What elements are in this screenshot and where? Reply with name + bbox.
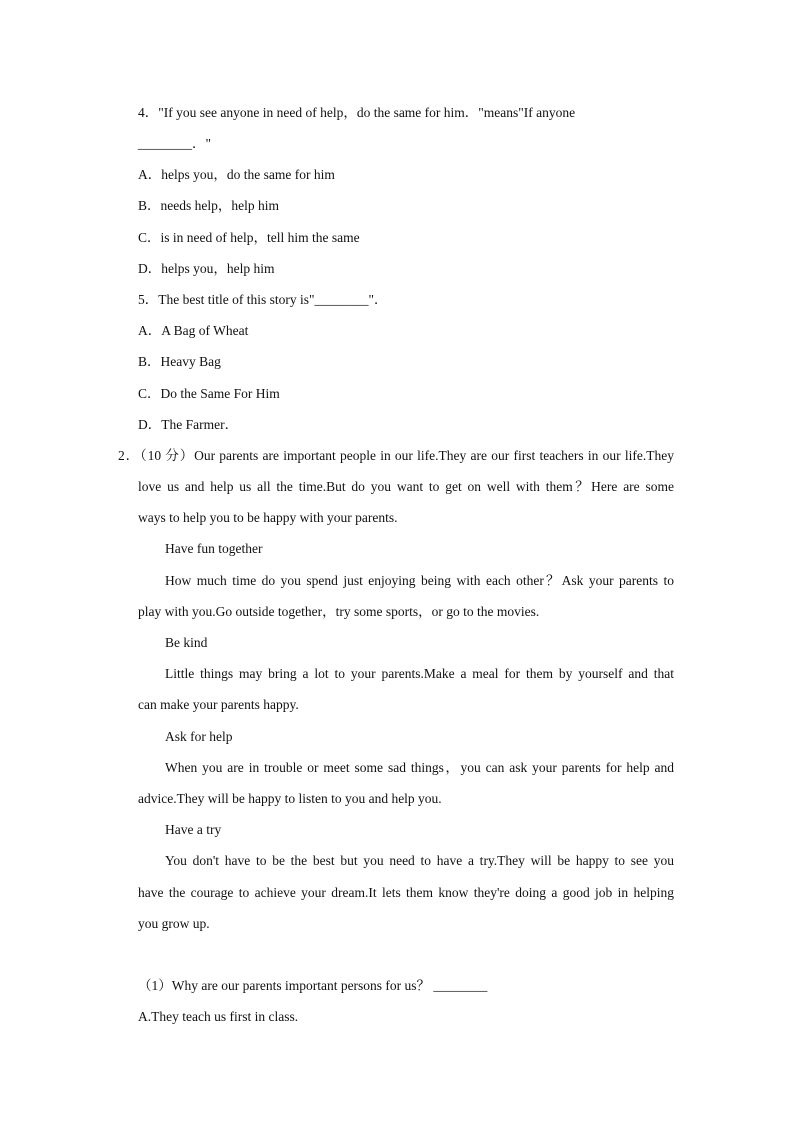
question-4-stem-line2: ________．" xyxy=(138,136,212,151)
question-4-option-a: A．helps you，do the same for him xyxy=(138,167,335,182)
question-5-option-a: A．A Bag of Wheat xyxy=(138,323,249,338)
tip-1-heading: Have fun together xyxy=(165,541,263,556)
question-5-option-c: C．Do the Same For Him xyxy=(138,386,280,401)
tip-4-line1: You don't have to be the best but you need to have a try.They will be happy to see you xyxy=(165,853,674,868)
question-4-stem-line1: 4．"If you see anyone in need of help，do the same for him．"means"If anyone xyxy=(138,105,576,120)
sub-question-1-option-a: A.They teach us first in class. xyxy=(138,1009,299,1024)
question-5-option-d: D．The Farmer． xyxy=(138,417,239,432)
tip-4-line2: have the courage to achieve your dream.It lets them know they're doing a good job in helping xyxy=(138,885,674,900)
tip-4-line3: you grow up. xyxy=(138,916,210,931)
question-4-option-d: D．helps you，help him xyxy=(138,261,275,276)
tip-2-heading: Be kind xyxy=(165,635,208,650)
passage-intro-line2: love us and help us all the time.But do you want to get on well with them？Here are some xyxy=(138,479,674,494)
tip-3-line2: advice.They will be happy to listen to you and help you. xyxy=(138,791,442,806)
tip-1-line2: play with you.Go outside together，try some sports，or go to the movies. xyxy=(138,604,540,619)
passage-intro-line1: 2．（10 分）Our parents are important people in our life.They are our first teachers in our life.They xyxy=(118,448,674,463)
sub-question-1-stem: （1）Why are our parents important persons for us？ ________ xyxy=(138,978,488,993)
tip-3-heading: Ask for help xyxy=(165,729,233,744)
question-4-option-c: C．is in need of help，tell him the same xyxy=(138,230,360,245)
tip-1-line1: How much time do you spend just enjoying being with each other？Ask your parents to xyxy=(165,573,674,588)
tip-4-heading: Have a try xyxy=(165,822,222,837)
tip-3-line1: When you are in trouble or meet some sad things，you can ask your parents for help and xyxy=(165,760,674,775)
question-5-stem: 5．The best title of this story is"________"． xyxy=(138,292,388,307)
passage-intro-line3: ways to help you to be happy with your parents. xyxy=(138,510,398,525)
question-4-option-b: B．needs help，help him xyxy=(138,198,279,213)
question-5-option-b: B．Heavy Bag xyxy=(138,354,221,369)
tip-2-line2: can make your parents happy. xyxy=(138,697,299,712)
tip-2-line1: Little things may bring a lot to your parents.Make a meal for them by yourself and that xyxy=(165,666,674,681)
